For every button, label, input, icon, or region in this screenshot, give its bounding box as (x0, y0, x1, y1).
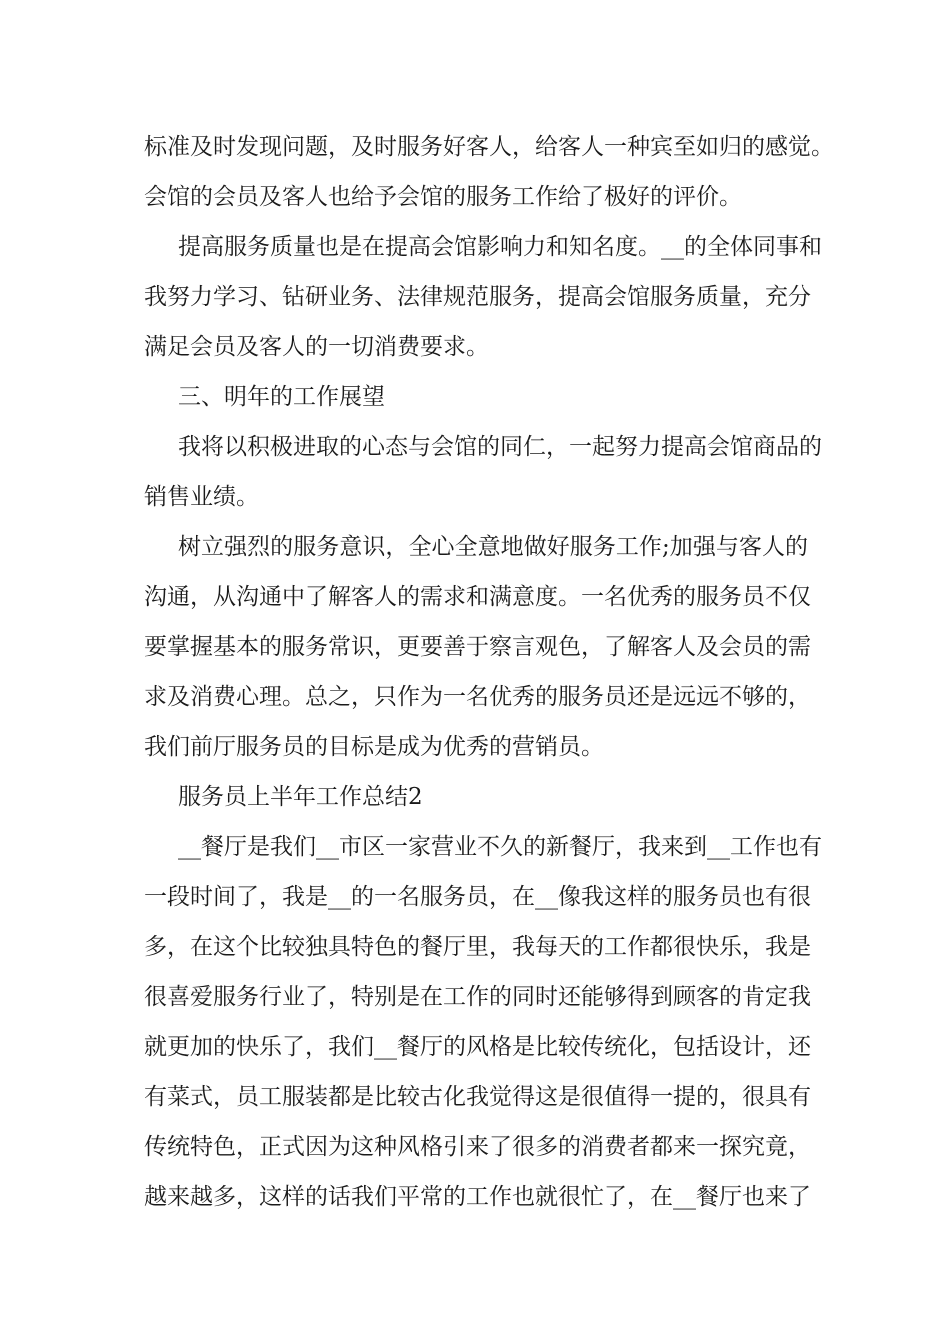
text-line: 求及消费心理。总之，只作为一名优秀的服务员还是远远不够的， (144, 684, 811, 710)
text-line: 一段时间了，我是__的一名服务员，在__像我这样的服务员也有很 (144, 884, 811, 910)
text-line: 提高服务质量也是在提高会馆影响力和知名度。__的全体同事和 (178, 234, 822, 260)
text-line: 就更加的快乐了，我们__餐厅的风格是比较传统化，包括设计，还 (144, 1034, 811, 1060)
text-line: 我将以积极进取的心态与会馆的同仁，一起努力提高会馆商品的 (178, 434, 822, 460)
text-line: 服务员上半年工作总结2 (178, 784, 423, 810)
text-line: 三、明年的工作展望 (178, 384, 385, 410)
text-line: 会馆的会员及客人也给予会馆的服务工作给了极好的评价。 (144, 184, 742, 210)
text-line: 有菜式，员工服装都是比较古化我觉得这是很值得一提的，很具有 (144, 1084, 811, 1110)
text-line: __餐厅是我们__市区一家营业不久的新餐厅，我来到__工作也有 (178, 834, 822, 860)
text-line: 我们前厅服务员的目标是成为优秀的营销员。 (144, 734, 604, 760)
text-line: 我努力学习、钻研业务、法律规范服务，提高会馆服务质量，充分 (144, 284, 811, 310)
text-line: 标准及时发现问题，及时服务好客人，给客人一种宾至如归的感觉。 (144, 134, 834, 160)
text-line: 树立强烈的服务意识，全心全意地做好服务工作;加强与客人的 (178, 534, 808, 560)
document-body (144, 122, 834, 1222)
text-line: 很喜爱服务行业了，特别是在工作的同时还能够得到顾客的肯定我 (144, 984, 811, 1010)
text-line: 多，在这个比较独具特色的餐厅里，我每天的工作都很快乐，我是 (144, 934, 811, 960)
text-line: 沟通，从沟通中了解客人的需求和满意度。一名优秀的服务员不仅 (144, 584, 811, 610)
text-line: 传统特色，正式因为这种风格引来了很多的消费者都来一探究竟， (144, 1134, 811, 1160)
text-line: 越来越多，这样的话我们平常的工作也就很忙了，在__餐厅也来了 (144, 1184, 811, 1210)
text-line: 满足会员及客人的一切消费要求。 (144, 334, 489, 360)
text-line: 要掌握基本的服务常识，更要善于察言观色，了解客人及会员的需 (144, 634, 811, 660)
text-line: 销售业绩。 (144, 484, 259, 510)
